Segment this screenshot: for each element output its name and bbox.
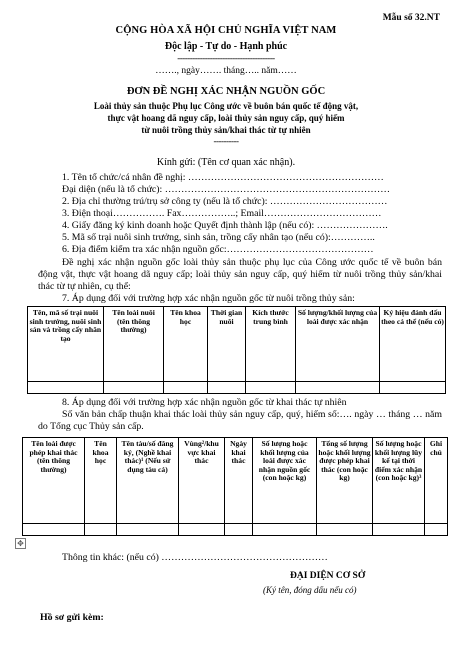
- field-address: 2. Địa chỉ thường trú/trụ sở công ty (nếu là tổ chức): ………………………………: [62, 196, 388, 207]
- aquaculture-table: [27, 306, 446, 394]
- field-contact: 3. Điện thoại……………. Fax……………..; Email………………………………: [62, 208, 382, 219]
- table-header-cell: Tên loài nuôi (tên thông thường): [104, 307, 164, 382]
- table-row: [28, 382, 446, 394]
- section-8-heading: 8. Áp dụng đối với trường hợp xác nhận nguồn gốc từ khai thác tự nhiên: [62, 397, 347, 408]
- table-header-cell: Ghi chú: [425, 438, 448, 524]
- table-cell[interactable]: [28, 382, 104, 394]
- header-separator: ---------------------------------------: [177, 53, 275, 63]
- section-8-paragraph: Số văn bản chấp thuận khai thác loài thủy sản nguy cấp, quý, hiếm số:…. ngày … tháng … năm do Tổng cục Thủy sản cấp.: [38, 409, 442, 432]
- table-header-cell: Số lượng hoặc khối lượng của loài được xác nhận nguồn gốc (con hoặc kg): [253, 438, 317, 524]
- table-header-cell: Vùng²/khu vực khai thác: [179, 438, 225, 524]
- table-cell[interactable]: [117, 524, 179, 536]
- table-cell[interactable]: [373, 524, 425, 536]
- subtitle-line-3: từ nuôi trồng thủy sản/khai thác từ tự nhiên: [141, 125, 311, 135]
- table-cell[interactable]: [380, 382, 446, 394]
- subtitle-line-2: thực vật hoang dã nguy cấp, loài thủy sản nguy cấp, quý hiếm: [107, 113, 345, 123]
- table-cell[interactable]: [246, 382, 296, 394]
- subtitle-separator: ----------: [213, 136, 239, 146]
- table-header-cell: Tên khoa học: [164, 307, 208, 382]
- table-header-cell: Ngày khai thác: [225, 438, 253, 524]
- form-number: Mẫu số 32.NT: [382, 13, 440, 23]
- date-line: ……., ngày……. tháng….. năm……: [155, 66, 297, 76]
- wild-harvest-table: [22, 437, 448, 536]
- national-motto: Độc lập - Tự do - Hạnh phúc: [164, 41, 288, 52]
- table-header-cell: Tên loài được phép khai thác (tên thông thường): [23, 438, 85, 524]
- table-cell[interactable]: [179, 524, 225, 536]
- table-header-row: [23, 438, 448, 524]
- table-cell[interactable]: [164, 382, 208, 394]
- signature-note: (Ký tên, đóng dấu nếu có): [263, 585, 357, 595]
- table-cell[interactable]: [296, 382, 380, 394]
- table-cell[interactable]: [208, 382, 246, 394]
- signature-title: ĐẠI DIỆN CƠ SỞ: [290, 571, 366, 581]
- field-farm-code: 5. Mã số trại nuôi sinh trưởng, sinh sản, trồng cấy nhân tạo (nếu có):…………..: [62, 232, 375, 243]
- table-header-cell: Tên khoa học: [85, 438, 117, 524]
- field-inspection-location: 6. Địa điểm kiểm tra xác nhận nguồn gốc:………………………………………: [62, 244, 374, 255]
- table-header-cell: Ký hiệu đánh dấu theo cá thể (nếu có): [380, 307, 446, 382]
- table-header-cell: Số lượng/khối lượng của loài được xác nhận: [296, 307, 380, 382]
- table-cell[interactable]: [253, 524, 317, 536]
- table-cell[interactable]: [225, 524, 253, 536]
- other-info: Thông tin khác: (nếu có) ……………………………………………: [62, 552, 328, 563]
- table-cell[interactable]: [317, 524, 373, 536]
- subtitle-line-1: Loài thủy sản thuộc Phụ lục Công ước về buôn bán quốc tế động vật,: [93, 101, 359, 111]
- table-header-cell: Tên, mã số trại nuôi sinh trưởng, nuôi sinh sản và trồng cấy nhân tạo: [28, 307, 104, 382]
- request-paragraph: Đề nghị xác nhận nguồn gốc loài thủy sản thuộc phụ lục của Công ước quốc tế về buôn bán động vật, thực vật hoang dã nguy cấp; loài thủy sản nguy cấp, quý hiếm từ nuôi trồng thủy sản/khai thác từ tự nhiên, cụ thể:: [38, 257, 442, 292]
- table-header-cell: Thời gian nuôi: [208, 307, 246, 382]
- table-header-cell: Tổng số lượng hoặc khối lượng được phép khai thác (con hoặc kg): [317, 438, 373, 524]
- field-representative: Đại diện (nếu là tổ chức): ……………………………………………………………: [62, 184, 391, 195]
- attachments-label: Hồ sơ gửi kèm:: [40, 612, 104, 623]
- table-cell[interactable]: [23, 524, 85, 536]
- national-title: CỘNG HÒA XÃ HỘI CHỦ NGHĨA VIỆT NAM: [115, 25, 337, 36]
- document-title: ĐƠN ĐỀ NGHỊ XÁC NHẬN NGUỒN GỐC: [126, 86, 326, 97]
- field-applicant-name: 1. Tên tổ chức/cá nhân đề nghị: ……………………………………………………: [62, 172, 384, 183]
- table-row: [23, 524, 448, 536]
- table-header-row: [28, 307, 446, 382]
- section-7-heading: 7. Áp dụng đối với trường hợp xác nhận nguồn gốc từ nuôi trồng thủy sản:: [62, 293, 355, 304]
- table-cell[interactable]: [425, 524, 448, 536]
- field-business-license: 4. Giấy đăng ký kinh doanh hoặc Quyết định thành lập (nếu có): ………………….: [62, 220, 388, 231]
- table-header-cell: Số lượng hoặc khối lượng lũy kế tại thời điểm xác nhận (con hoặc kg)³: [373, 438, 425, 524]
- table-header-cell: Tên tàu/số đăng ký, (Nghề khai thác)¹ (Nếu sử dụng tàu cá): [117, 438, 179, 524]
- table-move-handle-icon[interactable]: ✥: [15, 538, 26, 549]
- recipient-line: Kính gửi: (Tên cơ quan xác nhận).: [156, 157, 296, 168]
- table-cell[interactable]: [85, 524, 117, 536]
- table-header-cell: Kích thước trung bình: [246, 307, 296, 382]
- table-cell[interactable]: [104, 382, 164, 394]
